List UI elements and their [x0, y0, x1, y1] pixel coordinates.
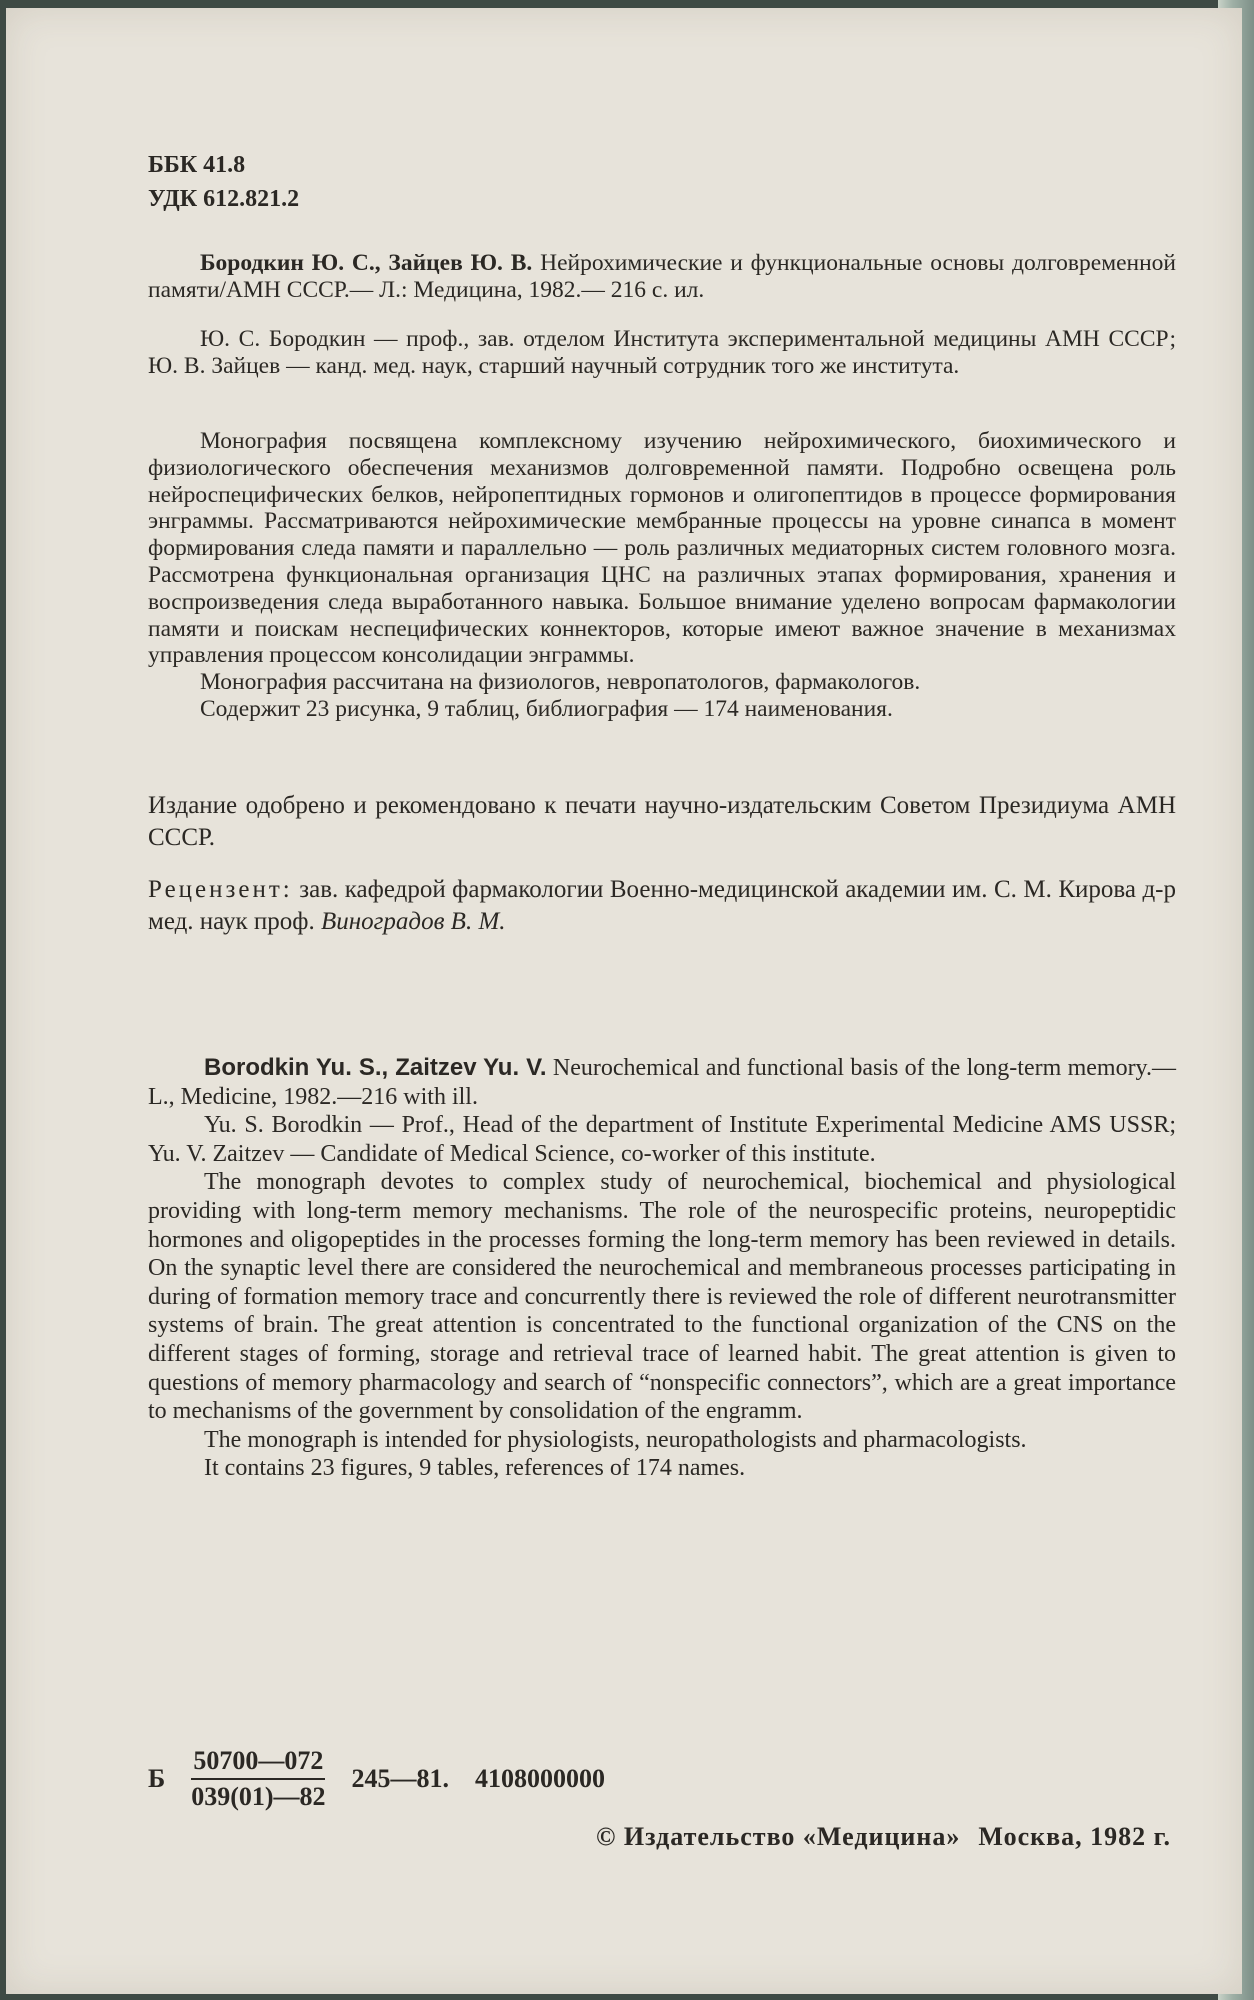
en-citation-text: Neurochemical and functional basis of the long-term memory.— L., Medicine, 1982.—216 with ill. — [148, 1055, 1176, 1110]
fraction-numerator: 50700—072 — [191, 1746, 325, 1780]
ru-annotation — [148, 428, 1176, 723]
reviewer-text: зав. кафедрой фармакологии Военно-медицинской академии им. С. М. Кирова д-р мед. наук проф. — [148, 876, 1177, 935]
approval-note — [148, 790, 1176, 854]
publication-codes — [148, 1746, 1176, 1812]
ru-contents-text: Содержит 23 рисунка, 9 таблиц, библиография — 174 наименования. — [200, 695, 893, 722]
en-citation-authors: Borodkin Yu. S., Zaitzev Yu. V. — [204, 1054, 547, 1081]
en-abstract — [148, 1054, 1176, 1483]
publisher-line — [596, 1822, 1176, 1852]
code-index: 4108000000 — [475, 1764, 606, 1793]
ru-annotation-text: Монография посвящена комплексному изучению нейрохимического, биохимического и физиологического обеспечения механизмов долговременной памяти. Подробно освещена роль нейроспецифических белков, нейропептидных гормонов и олигопептидов в процессе формирования энграммы. Рассматриваются нейрохимические мембранные процессы на уровне синапса в момент формирования следа памяти и параллельно — роль различных медиаторных систем головного мозга. Рассмотрена функциональная организация ЦНС на различных этапах формирования, хранения и воспроизведения следа выработанного навыка. Большое внимание уделено вопросам фармакологии памяти и поискам неспецифических коннекторов, которые имеют важное значение в механизмах управления процессом консолидации энграммы. — [148, 428, 1176, 669]
fraction-denominator: 039(01)—82 — [191, 1782, 326, 1811]
ru-authors-info-text: Ю. С. Бородкин — проф., зав. отделом Института экспериментальной медицины АМН СССР; Ю. В. Зайцев — канд. мед. наук, старший научный сотрудник того же института. — [148, 326, 1176, 379]
book-page — [6, 8, 1242, 1994]
code-number: 245—81. — [351, 1764, 450, 1793]
reviewer-name: Виноградов В. М. — [321, 908, 506, 935]
reviewer-note — [148, 874, 1176, 938]
code-fraction — [191, 1746, 325, 1812]
ru-audience-text: Монография рассчитана на физиологов, невропатологов, фармакологов. — [200, 669, 921, 696]
bbk-code: ББК 41.8 — [148, 152, 246, 178]
publisher-city-year: Москва, 1982 г. — [978, 1822, 1172, 1851]
approval-text: Издание одобрено и рекомендовано к печати научно-издательским Советом Президиума АМН СССР. — [148, 792, 1176, 851]
copyright-publisher: © Издательство «Медицина» — [596, 1822, 961, 1851]
reviewer-label: Рецензент: — [148, 876, 293, 903]
en-audience-text: The monograph is intended for physiologists, neuropathologists and pharmacologists. — [204, 1426, 1027, 1453]
imprint-footer — [148, 1746, 1176, 1852]
en-annotation-text: The monograph devotes to complex study of neurochemical, biochemical and physiological providing with long-term memory mechanisms. The role of the neurospecific proteins, neuropeptidic hormones and oligopeptides in the processes forming the long-term memory has been reviewed in details. On the synaptic level there are considered the neurochemical and membraneous processes participating in during of formation memory trace and concurrently there is reviewed the role of different neurotransmitter systems of brain. The great attention is concentrated to the functional organization of the CNS on the different stages of forming, storage and retrieval trace of learned habit. The great attention is given to questions of memory pharmacology and search of “nonspecific connectors”, which are a great importance to mechanisms of the government by consolidation of the engramm. — [148, 1169, 1176, 1425]
code-letter: Б — [148, 1764, 166, 1793]
ru-citation-authors: Бородкин Ю. С., Зайцев Ю. В. — [200, 250, 533, 276]
en-authors-info-text: Yu. S. Borodkin — Prof., Head of the department of Institute Experimental Medicine AMS USSR; Yu. V. Zaitzev — Candidate of Medical Science, co-worker of this institute. — [148, 1112, 1176, 1167]
classification-codes — [148, 148, 1176, 216]
ru-citation-text: Нейрохимические и функциональные основы долговременной памяти/АМН СССР.— Л.: Медицина, 1982.— 216 с. ил. — [148, 250, 1176, 303]
udk-code: УДК 612.821.2 — [148, 186, 300, 212]
ru-authors-info — [148, 326, 1176, 380]
en-contents-text: It contains 23 figures, 9 tables, references of 174 names. — [204, 1455, 746, 1482]
ru-citation — [148, 250, 1176, 304]
